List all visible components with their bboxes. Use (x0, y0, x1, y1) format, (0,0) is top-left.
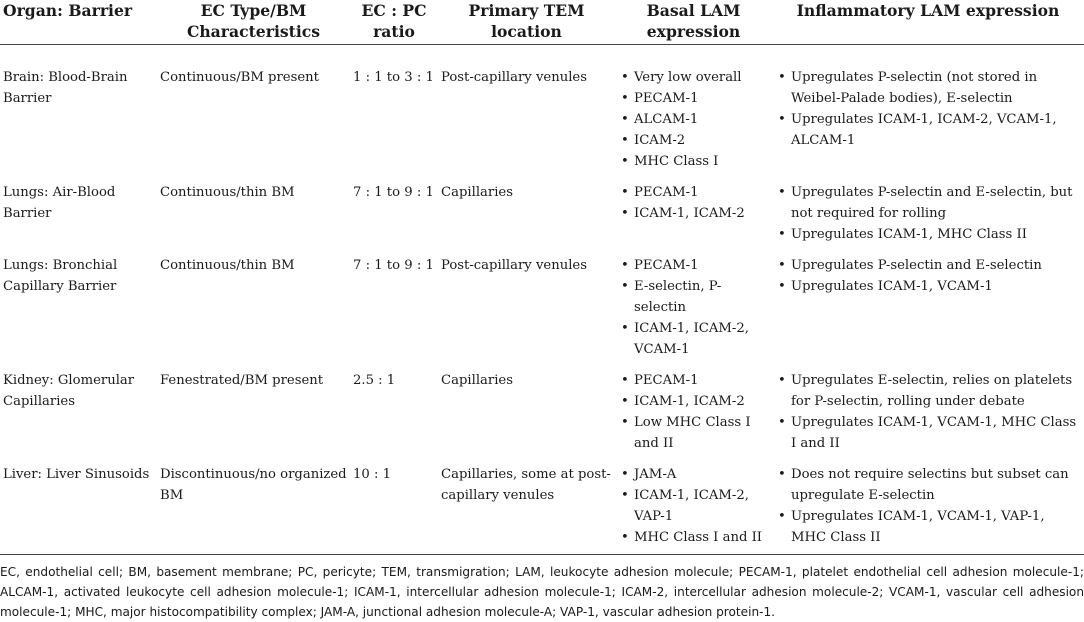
inflammatory-list (775, 370, 1081, 454)
list-item-text: Upregulates ICAM-1, VCAM-1 (791, 279, 993, 294)
bullet-icon: • (621, 112, 629, 127)
list-item-text: Upregulates ICAM-1, VCAM-1, MHC Class I and II (791, 415, 1077, 451)
cell-ec-type: Continuous/thin BM (160, 258, 295, 273)
list-item-text: Upregulates ICAM-1, MHC Class II (791, 227, 1027, 242)
bullet-icon: • (778, 415, 786, 430)
bullet-icon: • (778, 258, 786, 273)
bullet-icon: • (778, 227, 786, 242)
bullet-icon: • (621, 258, 629, 273)
bullet-icon: • (621, 154, 629, 169)
list-item-text: E-selectin, P-selectin (634, 279, 722, 315)
list-item (618, 464, 769, 485)
cell-ec-type: Continuous/thin BM (160, 185, 295, 200)
header-ratio: EC : PC ratio (350, 0, 438, 45)
list-item-text: ICAM-2 (634, 133, 686, 148)
list-item (618, 391, 769, 412)
list-item (775, 67, 1081, 109)
cell-basal (615, 454, 772, 555)
list-item-text: Upregulates P-selectin and E-selectin, but not required for rolling (791, 185, 1073, 221)
header-tem: Primary TEM location (438, 0, 615, 45)
cell-ratio: 10 : 1 (350, 454, 438, 555)
list-item-text: Upregulates ICAM-1, ICAM-2, VCAM-1, ALCAM-1 (791, 112, 1057, 148)
list-item-text: PECAM-1 (634, 373, 699, 388)
list-item (775, 255, 1081, 276)
list-item-text: ALCAM-1 (634, 112, 699, 127)
cell-tem: Capillaries, some at post-capillary venules (438, 454, 615, 555)
header-basal: Basal LAM expression (615, 0, 772, 45)
list-item-text: ICAM-1, ICAM-2, VCAM-1 (634, 321, 749, 357)
cell-tem: Capillaries (441, 185, 514, 200)
list-item (618, 255, 769, 276)
table-row (0, 45, 1084, 173)
bullet-icon: • (621, 415, 629, 430)
inflammatory-list (775, 182, 1081, 245)
list-item (618, 182, 769, 203)
table-row (0, 245, 1084, 360)
bullet-icon: • (778, 185, 786, 200)
inflammatory-list (775, 67, 1081, 151)
list-item-text: JAM-A (634, 467, 677, 482)
cell-organ: Lungs: Air-Blood Barrier (3, 185, 116, 221)
cell-organ: Brain: Blood-Brain Barrier (3, 70, 128, 106)
list-item-text: MHC Class I (634, 154, 719, 169)
bullet-icon: • (778, 112, 786, 127)
list-item-text: Upregulates ICAM-1, VCAM-1, VAP-1, MHC Class II (791, 509, 1045, 545)
table-row (0, 172, 1084, 245)
cell-tem: Post-capillary venules (441, 258, 587, 273)
cell-ec-type: Continuous/BM present (160, 70, 319, 85)
bullet-icon: • (778, 467, 786, 482)
list-item (618, 109, 769, 130)
cell-organ: Kidney: Glomerular Capillaries (3, 373, 135, 409)
cell-tem: Capillaries (441, 373, 514, 388)
cell-basal (615, 45, 772, 173)
cell-inflammatory (772, 454, 1084, 555)
bullet-icon: • (621, 373, 629, 388)
cell-inflammatory (772, 172, 1084, 245)
bullet-icon: • (621, 530, 629, 545)
cell-ec-type: Fenestrated/BM present (160, 373, 324, 388)
table-footnote: EC, endothelial cell; BM, basement membrane; PC, pericyte; TEM, transmigration; LAM, leukocyte adhesion molecule; PECAM-1, platelet endothelial cell adhesion molecule-1; ALCAM-1, activated leukocyte cell adhesion molecule-1; ICAM-1, intercellular adhesion molecule-1; ICAM-2, intercellular adhesion molecule-2; VCAM-1, vascular cell adhesion molecule-1; MHC, major histocompatibility complex; JAM-A, junctional adhesion molecule-A; VAP-1, vascular adhesion protein-1. (0, 565, 1084, 619)
cell-ratio: 7 : 1 to 9 : 1 (353, 185, 434, 200)
list-item-text: MHC Class I and II (634, 530, 762, 545)
list-item (618, 276, 769, 318)
header-ec-type: EC Type/BM Characteristics (157, 0, 350, 45)
list-item (775, 464, 1081, 506)
list-item (618, 151, 769, 172)
list-item-text: Upregulates E-selectin, relies on platelets for P-selectin, rolling under debate (791, 373, 1073, 409)
list-item (618, 370, 769, 391)
header-row (0, 0, 1084, 45)
cell-ratio: 1 : 1 to 3 : 1 (353, 70, 434, 85)
table-row (0, 360, 1084, 454)
cell-basal (615, 360, 772, 454)
cell-basal (615, 245, 772, 360)
bullet-icon: • (621, 488, 629, 503)
list-item (775, 224, 1081, 245)
header-inflammatory: Inflammatory LAM expression (772, 0, 1084, 45)
list-item (618, 88, 769, 109)
list-item (618, 318, 769, 360)
basal-list (618, 370, 769, 454)
list-item-text: Very low overall (634, 70, 742, 85)
list-item (618, 203, 769, 224)
list-item-text: Upregulates P-selectin and E-selectin (791, 258, 1042, 273)
list-item (618, 527, 769, 548)
inflammatory-list (775, 255, 1081, 297)
cell-ratio: 7 : 1 to 9 : 1 (353, 258, 434, 273)
list-item (618, 67, 769, 88)
list-item-text: ICAM-1, ICAM-2 (634, 206, 745, 221)
list-item (618, 130, 769, 151)
list-item (775, 412, 1081, 454)
inflammatory-list (775, 464, 1081, 548)
cell-organ: Liver: Liver Sinusoids (0, 454, 157, 555)
list-item-text: Does not require selectins but subset can upregulate E-selectin (791, 467, 1069, 503)
list-item-text: ICAM-1, ICAM-2, VAP-1 (634, 488, 749, 524)
basal-list (618, 182, 769, 224)
bullet-icon: • (621, 206, 629, 221)
list-item-text: PECAM-1 (634, 91, 699, 106)
list-item (775, 370, 1081, 412)
basal-list (618, 67, 769, 172)
header-organ: Organ: Barrier (0, 0, 157, 45)
list-item-text: ICAM-1, ICAM-2 (634, 394, 745, 409)
list-item (618, 412, 769, 454)
bullet-icon: • (621, 279, 629, 294)
list-item-text: PECAM-1 (634, 258, 699, 273)
list-item-text: PECAM-1 (634, 185, 699, 200)
bullet-icon: • (621, 133, 629, 148)
list-item (775, 506, 1081, 548)
table-row (0, 454, 1084, 555)
bullet-icon: • (778, 70, 786, 85)
list-item-text: Low MHC Class I and II (634, 415, 751, 451)
bullet-icon: • (778, 373, 786, 388)
bullet-icon: • (621, 467, 629, 482)
basal-list (618, 464, 769, 548)
cell-tem: Post-capillary venules (441, 70, 587, 85)
bullet-icon: • (621, 91, 629, 106)
bullet-icon: • (621, 70, 629, 85)
list-item (775, 109, 1081, 151)
cell-inflammatory (772, 245, 1084, 360)
bullet-icon: • (621, 394, 629, 409)
list-item (618, 485, 769, 527)
basal-list (618, 255, 769, 360)
list-item (775, 276, 1081, 297)
cell-inflammatory (772, 45, 1084, 173)
cell-ec-type: Discontinuous/no organized BM (157, 454, 350, 555)
bullet-icon: • (778, 509, 786, 524)
cell-organ: Lungs: Bronchial Capillary Barrier (3, 258, 118, 294)
list-item-text: Upregulates P-selectin (not stored in Weibel-Palade bodies), E-selectin (791, 70, 1038, 106)
cell-ratio: 2.5 : 1 (353, 373, 396, 388)
bullet-icon: • (778, 279, 786, 294)
cell-basal (615, 172, 772, 245)
cell-inflammatory (772, 360, 1084, 454)
list-item (775, 182, 1081, 224)
bullet-icon: • (621, 321, 629, 336)
bullet-icon: • (621, 185, 629, 200)
